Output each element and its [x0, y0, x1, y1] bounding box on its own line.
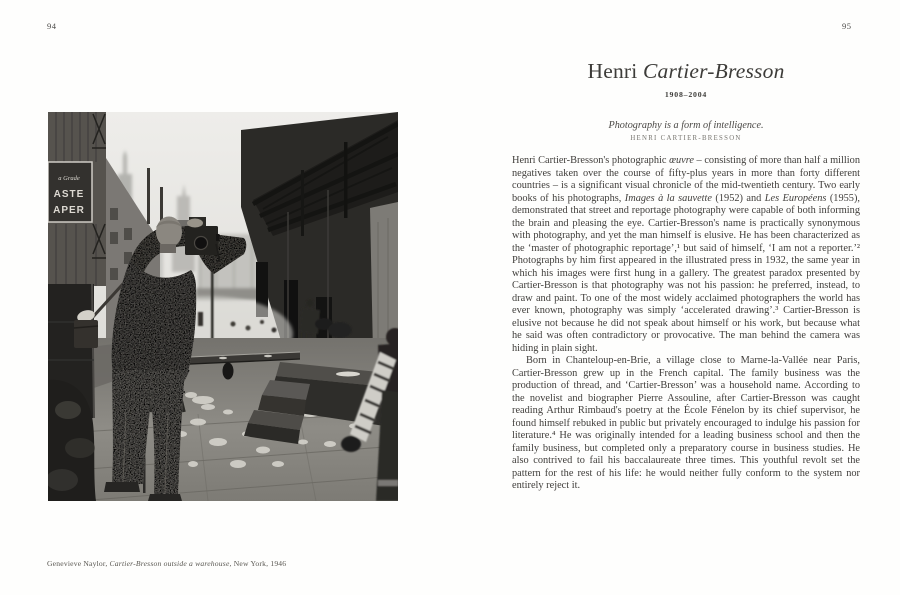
page-title [512, 60, 860, 83]
page-number-left: 94 [47, 21, 57, 31]
epigraph-quote: Photography is a form of intelligence. [608, 120, 764, 131]
right-page [512, 60, 860, 493]
photo-illustration [48, 112, 398, 501]
life-dates: 1908–2004 [664, 90, 708, 99]
waste-paper-sign [48, 162, 92, 222]
page-number-right: 95 [842, 21, 852, 31]
photo-cartier-bresson-street [48, 112, 398, 501]
sign-line-1: a Grade [58, 175, 80, 182]
shoulder-bag [74, 320, 98, 348]
body-paragraph-2: Born in Chanteloup-en-Brie, a village close to Marne-la-Vallée near Paris, Cartier-Bresson grew up in the French capital. The family business was the production of thread, and ‘Cartier-Bresson’ was a household name. According to the novelist and biographer Pierre Assouline, after Cartier-Bresson was caught reading Arthur Rimbaud's poetry at the École Fénelon by its chief supervisor, he found himself rebuked in public but privately encouraged to indulge his passion for literature.⁴ He was originally intended for a leading business school and then the family business, but completed only a preparatory course in business studies. He also contrived to fail his baccalaureate three times. This youthful revolt set the pattern for the rest of his life: he would neither fully conform to the system nor entirely reject it. [512, 355, 860, 491]
epigraph-attribution: HENRI CARTIER-BRESSON [630, 135, 742, 142]
hanging-object [223, 363, 234, 380]
chimney-pipe [147, 168, 150, 224]
hand [187, 219, 203, 228]
shoe [104, 482, 140, 492]
photo-caption: Genevieve Naylor, Cartier-Bresson outside a warehouse, New York, 1946 [47, 558, 287, 568]
title-first-name: Henri [587, 59, 643, 83]
sign-line-2: ASTE [53, 189, 85, 200]
sign-line-3: APER [53, 205, 85, 216]
body-paragraph-1: Henri Cartier-Bresson's photographic œuvre – consisting of more than half a million negatives taken over the course of fifty-plus years in more than forty different countries – is a significant visual chronicle of the mid-twentieth century. Two early books of his photographs, Images à la sauvette (1952) and Les Européens (1955), demonstrated that street and reportage photography were capable of both informing the brain and pleasing the eye. Cartier-Bresson's name is practically synonymous with photography, and yet the man himself is elusive. He has been characterized as the ‘master of photographic reportage’,¹ but said of himself, ‘I am not a reporter.’² Photographs by him first appeared in the illustrated press in 1932, the same year in which his images were first hung in a gallery. The greatest paradox presented by Cartier-Bresson is that photography was not his passion: he preferred, instead, to draw and paint. To one of the most widely acclaimed photographers the world has ever known, photography was simply ‘accelerated drawing’.³ Cartier-Bresson is elusive not because he did not speak about himself or his work, but because what he said was often contradictory or provocative. The man behind the camera was hiding in plain sight. [512, 155, 861, 354]
title-surname: Cartier-Bresson [643, 59, 785, 83]
shoe [148, 494, 182, 501]
biography-text [512, 155, 860, 493]
